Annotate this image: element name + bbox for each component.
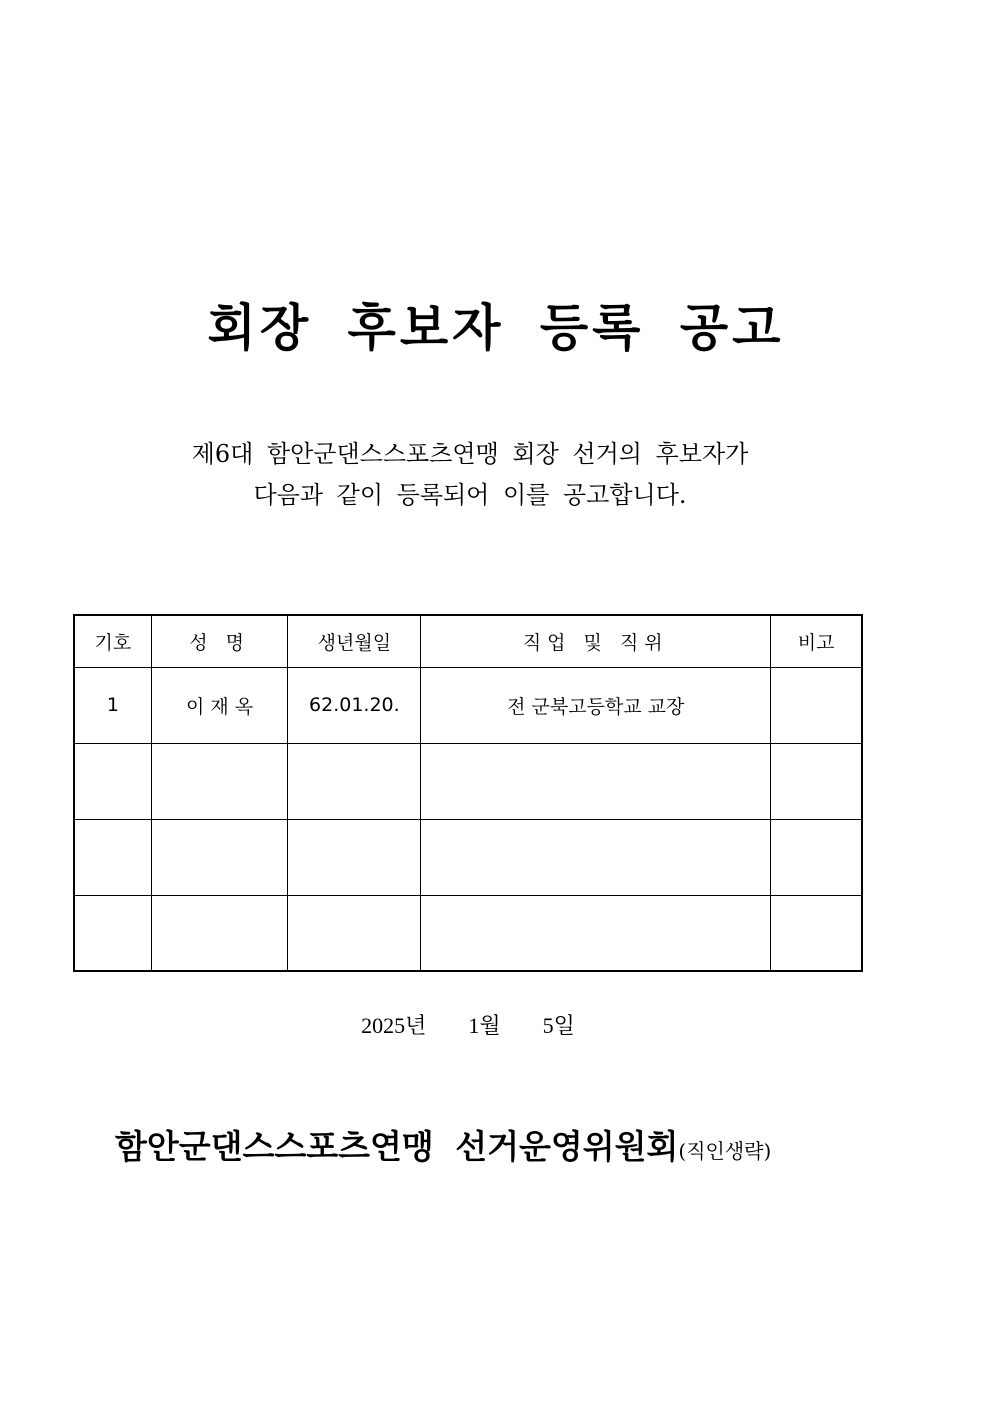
cell-remarks xyxy=(771,895,862,971)
cell-remarks xyxy=(771,819,862,895)
header-birthdate: 생년월일 xyxy=(288,615,421,667)
issuer-signature xyxy=(115,1124,771,1176)
cell-number xyxy=(74,819,151,895)
announcement-date xyxy=(0,1011,936,1041)
date-year: 2025년 xyxy=(361,1013,427,1038)
announcement-text xyxy=(0,434,940,516)
table-row xyxy=(74,667,862,743)
candidate-table xyxy=(73,614,863,972)
issuer-organization: 함안군댄스스포츠연맹 선거운영위원회 xyxy=(115,1127,679,1166)
cell-occupation xyxy=(421,819,771,895)
cell-birthdate xyxy=(288,895,421,971)
cell-number: 1 xyxy=(74,667,151,743)
header-occupation: 직업 및 직위 xyxy=(421,615,771,667)
table-row xyxy=(74,895,862,971)
page-title: 회장 후보자 등록 공고 xyxy=(207,298,785,357)
table-header-row xyxy=(74,615,862,667)
cell-occupation xyxy=(421,743,771,819)
cell-occupation: 전 군북고등학교 교장 xyxy=(421,667,771,743)
cell-birthdate: 62.01.20. xyxy=(288,667,421,743)
cell-remarks xyxy=(771,667,862,743)
cell-remarks xyxy=(771,743,862,819)
seal-omitted-note: (직인생략) xyxy=(678,1139,772,1163)
table-row xyxy=(74,819,862,895)
cell-birthdate xyxy=(288,743,421,819)
cell-name xyxy=(151,819,288,895)
cell-occupation xyxy=(421,895,771,971)
cell-number xyxy=(74,743,151,819)
cell-name xyxy=(151,743,288,819)
announcement-line-2: 다음과 같이 등록되어 이를 공고합니다. xyxy=(253,481,687,509)
date-day: 5일 xyxy=(542,1013,575,1038)
header-name: 성 명 xyxy=(151,615,288,667)
announcement-line-1: 제6대 함안군댄스스포츠연맹 회장 선거의 후보자가 xyxy=(191,440,749,468)
table-row xyxy=(74,743,862,819)
header-number: 기호 xyxy=(74,615,151,667)
date-month: 1월 xyxy=(468,1013,501,1038)
header-remarks: 비고 xyxy=(771,615,862,667)
cell-birthdate xyxy=(288,819,421,895)
cell-number xyxy=(74,895,151,971)
cell-name xyxy=(151,895,288,971)
cell-name: 이 재 옥 xyxy=(151,667,288,743)
